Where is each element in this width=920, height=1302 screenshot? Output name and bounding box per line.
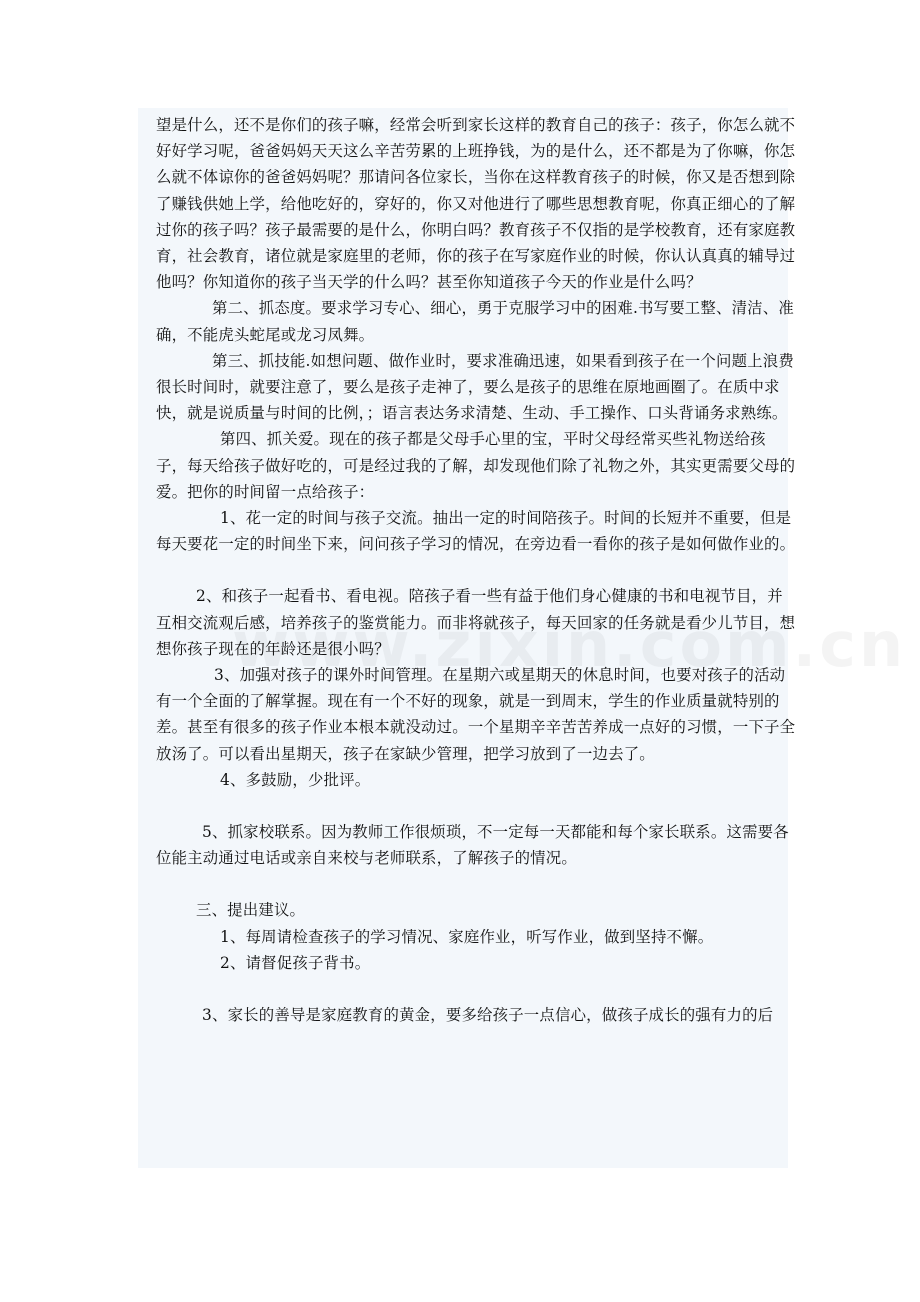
blank-line bbox=[156, 871, 796, 897]
blank-line bbox=[156, 557, 796, 583]
paragraph: 1、花一定的时间与孩子交流。抽出一定的时间陪孩子。时间的长短并不重要，但是每天要花一定的时间坐下来，问问孩子学习的情况，在旁边看一看你的孩子是如何做作业的。 bbox=[156, 509, 796, 554]
blank-line bbox=[156, 793, 796, 819]
paragraph: 4、多鼓励，少批评。 bbox=[220, 770, 371, 789]
blank-line bbox=[156, 976, 796, 1002]
paragraph: 第四、抓关爱。现在的孩子都是父母手心里的宝，平时父母经常买些礼物送给孩子，每天给孩子做好吃的，可是经过我的了解，却发现他们除了礼物之外，其实更需要父母的爱。把你的时间留一点给孩子： bbox=[156, 430, 796, 501]
paragraph: 2、和孩子一起看书、看电视。陪孩子看一些有益于他们身心健康的书和电视节目，并互相交流观后感，培养孩子的鉴赏能力。而非将就孩子，每天回家的任务就是看少儿节目，想想你孩子现在的年龄还是很小吗？ bbox=[156, 587, 796, 658]
paragraph: 第二、抓态度。要求学习专心、细心，勇于克服学习中的困难.书写要工整、清洁、准确，不能虎头蛇尾或龙习凤舞。 bbox=[156, 299, 794, 344]
section-heading: 三、提出建议。 bbox=[196, 901, 306, 920]
paragraph: 3、加强对孩子的课外时间管理。在星期六或星期天的休息时间，也要对孩子的活动有一个全面的了解掌握。现在有一个不好的现象，就是一到周末，学生的作业质量就特别的差。甚至有很多的孩子作业本根本就没动过。一个星期辛辛苦苦养成一点好的习惯，一下子全放汤了。可以看出星期天，孩子在家缺少管理，把学习放到了一边去了。 bbox=[156, 666, 796, 763]
paragraph: 2、请督促孩子背书。 bbox=[220, 953, 371, 972]
paragraph: 5、抓家校联系。因为教师工作很烦琐，不一定每一天都能和每个家长联系。这需要各位能主动通过电话或亲自来校与老师联系，了解孩子的情况。 bbox=[156, 823, 789, 868]
document-body bbox=[156, 112, 796, 1028]
paragraph: 望是什么，还不是你们的孩子嘛，经常会听到家长这样的教育自己的孩子：孩子，你怎么就不好好学习呢，爸爸妈妈天天这么辛苦劳累的上班挣钱，为的是什么，还不都是为了你嘛，你怎么就不体谅你的爸爸妈妈呢？那请问各位家长，当你在这样教育孩子的时候，你又是否想到除了赚钱供她上学，给他吃好的，穿好的，你又对他进行了哪些思想教育呢，你真正细心的了解过你的孩子吗？孩子最需要的是什么，你明白吗？教育孩子不仅指的是学校教育，还有家庭教育，社会教育，诸位就是家庭里的老师，你的孩子在写家庭作业的时候，你认认真真的辅导过他吗？你知道你的孩子当天学的什么吗？甚至你知道孩子今天的作业是什么吗？ bbox=[156, 116, 796, 292]
paragraph: 1、每周请检查孩子的学习情况、家庭作业，听写作业，做到坚持不懈。 bbox=[220, 927, 714, 946]
paragraph: 第三、抓技能.如想问题、做作业时，要求准确迅速，如果看到孩子在一个问题上浪费很长时间时，就要注意了，要么是孩子走神了，要么是孩子的思维在原地画圈了。在质中求快，就是说质量与时间的比例，；语言表达务求清楚、生动、手工操作、口头背诵务求熟练。 bbox=[156, 351, 794, 423]
paragraph: 3、家长的善导是家庭教育的黄金，要多给孩子一点信心，做孩子成长的强有力的后 bbox=[202, 1006, 774, 1025]
